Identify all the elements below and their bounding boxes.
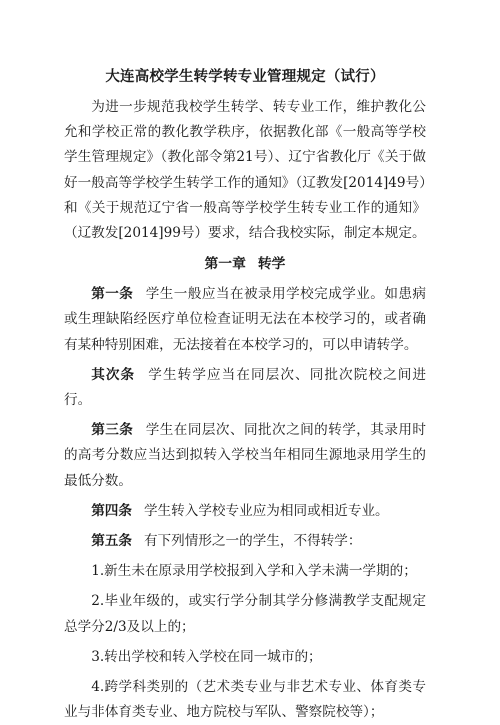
article-text: 学生转学应当在同层次、同批次院校之间进行。 <box>64 366 427 409</box>
article-5 <box>64 529 426 554</box>
list-item: 3.转出学校和转入学校在同一城市的； <box>91 648 322 665</box>
document-title: 大连高校学生转学转专业管理规定（试行） <box>105 68 385 85</box>
preamble-paragraph: 为进一步规范我校学生转学、转专业工作，维护教化公允和学校正常的教化教学秩序，依据教化部《一般高等学校学生管理规定》（教化部令第21号）、辽宁省教化厅《关于做好一般高等学校学生转学工作的通知》（辽教发[2014]49号）和《关于规范辽宁省一般高等学校学生转专业工作的通知》（辽教发[2014]99号）要求，结合我校实际，制定本规定。 <box>64 99 426 242</box>
list-item: 4.跨学科类别的（艺术类专业与非艺术专业、体育类专业与非体育类专业、地方院校与军队、警察院校等）； <box>64 679 426 721</box>
article-text: 学生一般应当在被录用学校完成学业。如患病或生理缺陷经医疗单位检查证明无法在本校学习的，或者确有某种特别困难，无法接着在本校学习的，可以申请转学。 <box>64 286 427 353</box>
article-1 <box>64 282 426 358</box>
chapter-number: 第一章 <box>204 256 246 273</box>
article-label: 第三条 <box>91 422 134 439</box>
chapter-heading <box>64 252 426 277</box>
article-label: 第五条 <box>91 533 132 550</box>
article-label: 第一条 <box>91 286 134 303</box>
article-text: 有下列情形之一的学生，不得转学： <box>143 533 362 550</box>
article-label: 其次条 <box>91 366 136 383</box>
article-3 <box>64 418 426 494</box>
chapter-name: 转学 <box>257 256 286 273</box>
list-item: 2.毕业年级的，或实行学分制其学分修满教学支配规定总学分2/3及以上的； <box>64 593 426 635</box>
article-text: 学生在同层次、同批次之间的转学，其录用时的高考分数应当达到拟转入学校当年相同生源地录用学生的最低分数。 <box>64 422 427 489</box>
list-item: 1.新生未在原录用学校报到入学和入学未满一学期的； <box>91 563 417 580</box>
article-text: 学生转入学校专业应为相同或相近专业。 <box>143 502 389 519</box>
article-label: 第四条 <box>91 502 132 519</box>
article-4 <box>64 499 426 524</box>
article-2 <box>64 363 426 413</box>
